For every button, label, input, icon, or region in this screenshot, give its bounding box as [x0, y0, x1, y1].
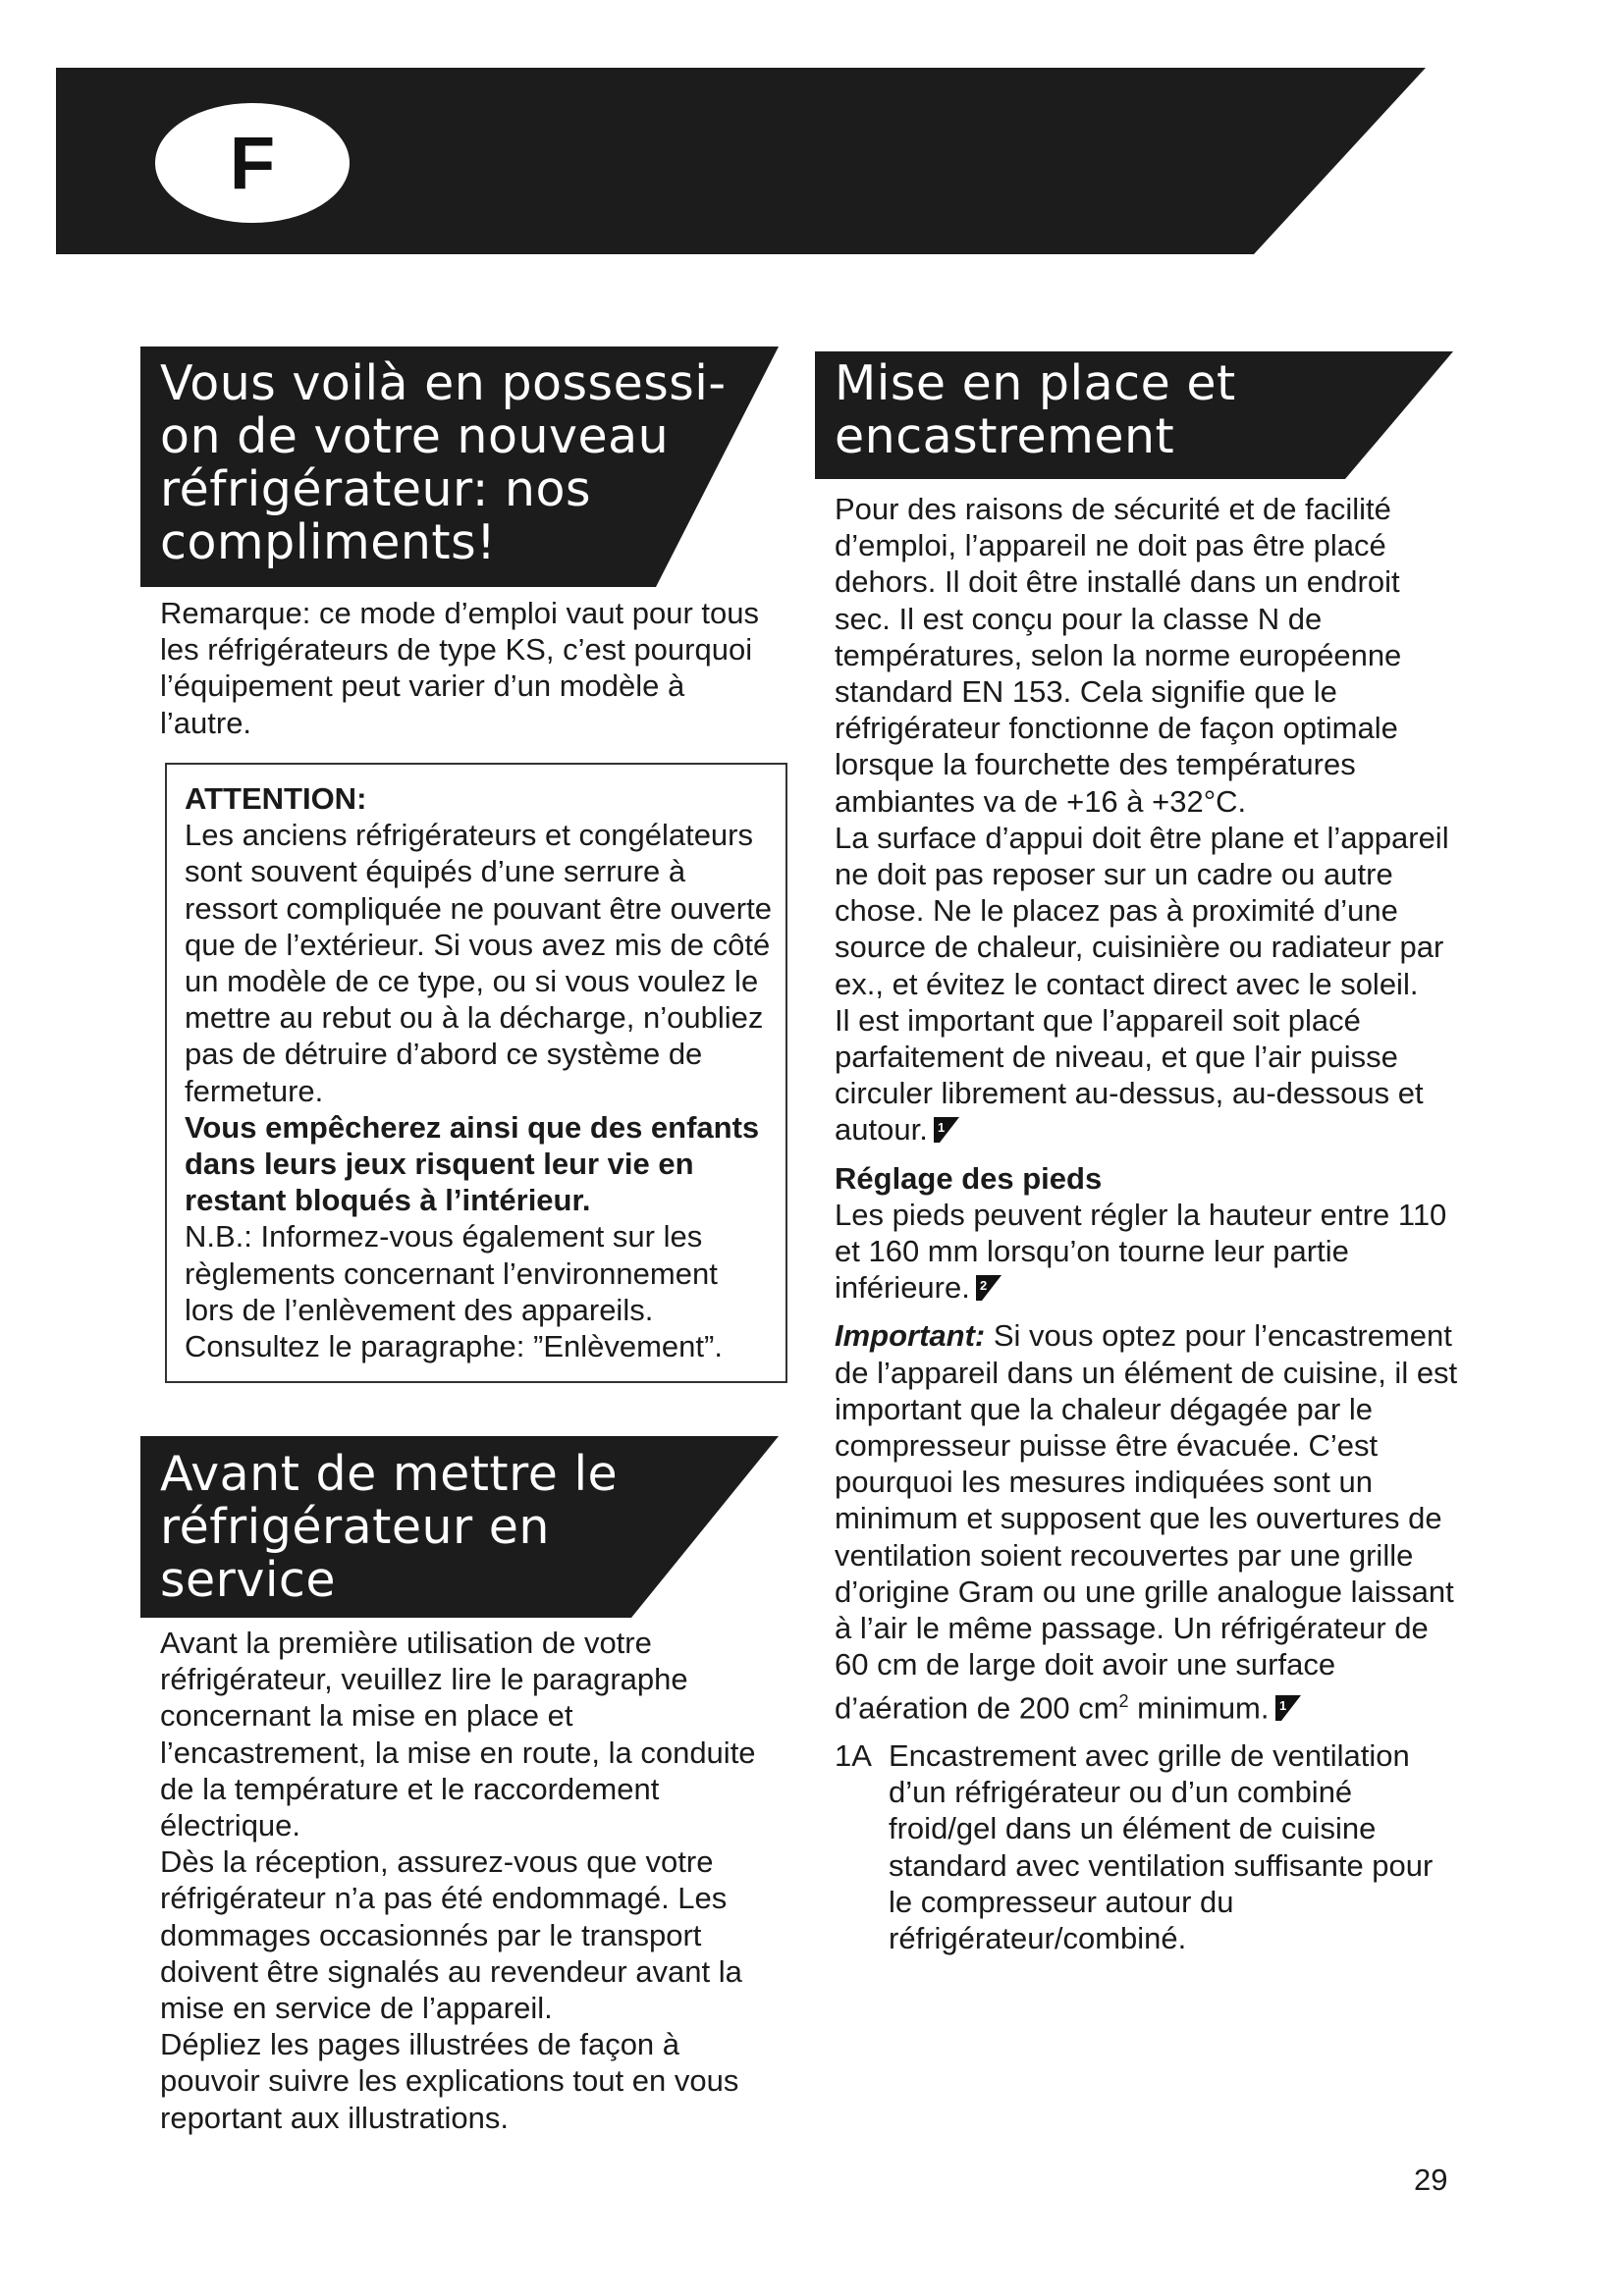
- attention-body: Les anciens réfrigérateurs et congélateurs sont souvent équipés d’une serrure à ressort compliquée ne pouvant être ouverte que de l’extérieur. Si vous avez mis de côté un modèle de ce type, ou si vous voulez le mettre au rebut ou à la décharge, n’oubliez pas de détruire d’abord ce système de fermeture.: [185, 818, 772, 1108]
- attention-content: [185, 780, 774, 1364]
- language-badge: F: [155, 103, 350, 223]
- attention-note: N.B.: Informez-vous également sur les règlements concernant l’environnement lors de l’enlèvement des appareils. Consultez le paragraphe: ”Enlèvement”.: [185, 1219, 723, 1364]
- remark-paragraph: Remarque: ce mode d’emploi vaut pour tous les réfrigérateurs de type KS, c’est pourquoi l’équipement peut varier d’un modèle à l’autre.: [160, 596, 759, 740]
- item-1a-text: Encastrement avec grille de ventilation d’un réfrigérateur ou d’un combiné froid/gel dans un élément de cuisine standard avec ventilation suffisante pour le compresseur autour du réfrigérateur/combiné.: [889, 1738, 1434, 1956]
- before-paragraph: Dépliez les pages illustrées de façon à pouvoir suivre les explications tout en vous reportant aux illustrations.: [160, 2027, 739, 2135]
- heading-line: service: [160, 1552, 337, 1608]
- placement-paragraph: La surface d’appui doit être plane et l’appareil ne doit pas reposer sur un cadre ou autre chose. Ne le placez pas à proximité d’une source de chaleur, cuisinière ou radiateur par ex., et évitez le contact direct avec le soleil.: [835, 820, 1449, 1001]
- placement-level-text: Il est important que l’appareil soit placé parfaitement de niveau, et que l’air puisse circuler librement au-dessus, au-dessous et autour.: [835, 1002, 1424, 1148]
- heading-congrats: [160, 357, 727, 569]
- before-content: [160, 1625, 785, 2136]
- feet-text: Les pieds peuvent régler la hauteur entre 110 et 160 mm lorsqu’on tourne leur partie inférieure.: [835, 1197, 1447, 1306]
- attention-heading: ATTENTION:: [185, 781, 367, 816]
- page-number: 29: [1414, 2163, 1448, 2197]
- heading-line: réfrigérateur: nos: [160, 461, 591, 517]
- important-paragraph: [835, 1317, 1463, 1726]
- before-paragraph: Dès la réception, assurez-vous que votre réfrigérateur n’a pas été endommagé. Les dommages occasionnés par le transport doivent être signalés au revendeur avant la mise en service de l’appareil.: [160, 1844, 742, 2026]
- before-paragraph: Avant la première utilisation de votre réfrigérateur, veuillez lire le paragraphe concernant la mise en place et l’encastrement, la mise en route, la conduite de la température et le raccordement électrique.: [160, 1626, 756, 1843]
- placement-content: [835, 491, 1463, 1956]
- placement-paragraph: [835, 1002, 1463, 1148]
- figure-marker-icon: [976, 1275, 1001, 1301]
- placement-paragraph: Pour des raisons de sécurité et de facilité d’emploi, l’appareil ne doit pas être placé dehors. Il doit être installé dans un endroit sec. Il est conçu pour la classe N de températures, selon la norme européenne standard EN 153. Cela signifie que le réfrigérateur fonctionne de façon optimale lorsque la fourchette des températures ambiantes va de +16 à +32°C.: [835, 492, 1402, 819]
- feet-heading: Réglage des pieds: [835, 1160, 1103, 1196]
- heading-before: [160, 1448, 618, 1607]
- figure-marker-icon: [934, 1117, 959, 1143]
- important-end: minimum.: [1128, 1689, 1270, 1725]
- attention-warning: Vous empêcherez ainsi que des enfants dans leurs jeux risquent leur vie en restant bloqués à l’intérieur.: [185, 1109, 760, 1218]
- heading-line: on de votre nouveau: [160, 408, 670, 464]
- important-label: Important:: [835, 1318, 986, 1354]
- important-text: Si vous optez pour l’encastrement de l’appareil dans un élément de cuisine, il est important que la chaleur dégagée par le compresseur puisse être évacuée. C’est pourquoi les mesures indiquées sont un minimum et supposent que les ouvertures de ventilation soient recouvertes par une grille d’origine Gram ou une grille analogue laissant à l’air le même passage. Un réfrigérateur de 60 cm de large doit avoir une surface d’aération de 200 cm: [835, 1318, 1458, 1725]
- svg-text:2: 2: [979, 1278, 988, 1294]
- heading-line: Vous voilà en possessi-: [160, 355, 727, 411]
- heading-line: Mise en place et: [835, 355, 1236, 411]
- feet-paragraph: [835, 1197, 1463, 1307]
- svg-text:1: 1: [937, 1120, 946, 1136]
- important-superscript: 2: [1118, 1690, 1129, 1711]
- item-1a-label: 1A: [835, 1738, 872, 1774]
- heading-line: Avant de mettre le: [160, 1446, 619, 1502]
- heading-placement: [835, 357, 1236, 463]
- heading-line: réfrigérateur en: [160, 1499, 550, 1555]
- figure-marker-icon: [1275, 1695, 1301, 1721]
- svg-text:1: 1: [1278, 1697, 1286, 1713]
- heading-line: encastrement: [835, 408, 1175, 464]
- heading-line: compliments!: [160, 514, 497, 570]
- item-1a: [835, 1737, 1463, 1956]
